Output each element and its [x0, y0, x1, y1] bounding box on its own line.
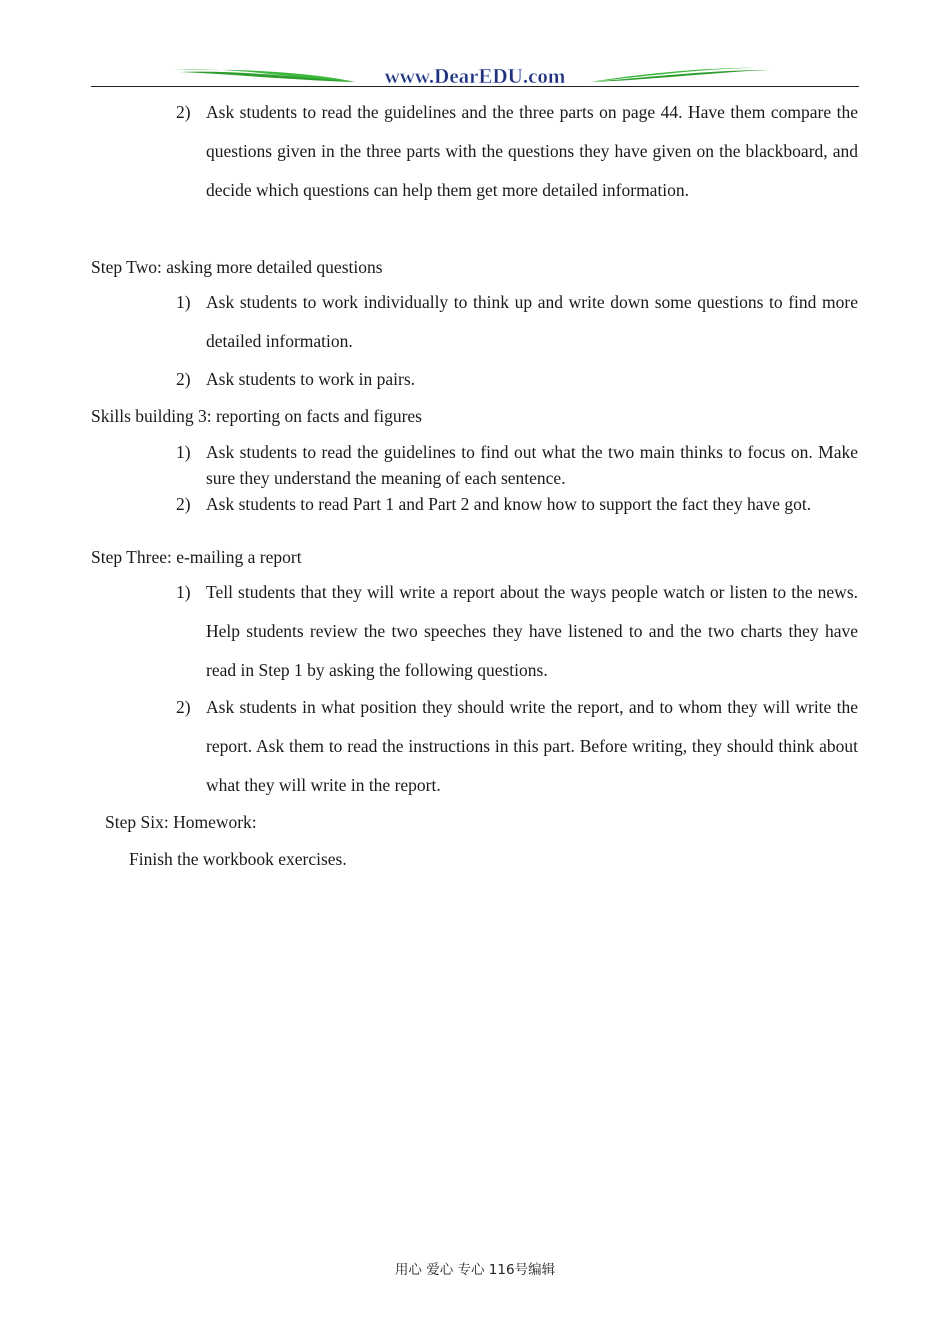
list-item — [176, 93, 858, 210]
list-item — [176, 439, 858, 491]
list-item — [176, 491, 858, 517]
site-name: www.DearEDU.com — [384, 64, 566, 88]
list-text: Ask students in what position they should write the report, and to whom they will write the report. Ask them to read the instructions in this part. Before writing, they should think about what they will write in the report. — [206, 697, 858, 795]
list-item — [176, 366, 858, 392]
list-item — [176, 688, 858, 805]
section-heading: Step Six: Homework: — [105, 812, 257, 832]
list-number: 2) — [176, 102, 191, 122]
list-text: Ask students to read Part 1 and Part 2 and know how to support the fact they have got. — [206, 494, 812, 514]
list-text: Ask students to read the guidelines and the three parts on page 44. Have them compare the questions given in the three parts with the questions they have given on the blackboard, and decide which questions can help them get more detailed information. — [206, 102, 858, 200]
section-heading: Skills building 3: reporting on facts and figures — [91, 406, 422, 426]
list-number: 2) — [176, 369, 191, 389]
dearedu-logo — [170, 62, 780, 88]
list-number: 2) — [176, 697, 191, 717]
header-rule — [91, 86, 859, 87]
page-footer: 用心 爱心 专心 116号编辑 — [394, 1262, 556, 1278]
section-heading: Step Two: asking more detailed questions — [91, 257, 383, 277]
list-item — [176, 283, 858, 361]
list-number: 1) — [176, 292, 191, 312]
list-text: Ask students to work in pairs. — [206, 369, 416, 389]
list-text: Ask students to read the guidelines to find out what the two main thinks to focus on. Make sure they understand the meaning of each sentence. — [206, 442, 858, 488]
list-number: 1) — [176, 582, 191, 602]
list-text: Ask students to work individually to think up and write down some questions to find more detailed information. — [206, 292, 858, 351]
list-number: 1) — [176, 442, 191, 462]
section-heading: Step Three: e-mailing a report — [91, 547, 302, 567]
list-number: 2) — [176, 494, 191, 514]
list-item — [176, 573, 858, 690]
list-text: Tell students that they will write a report about the ways people watch or listen to the news. Help students review the two speeches they have listened to and the two charts they have read in Step 1 by asking the following questions. — [206, 582, 858, 680]
homework-text: Finish the workbook exercises. — [129, 849, 347, 869]
